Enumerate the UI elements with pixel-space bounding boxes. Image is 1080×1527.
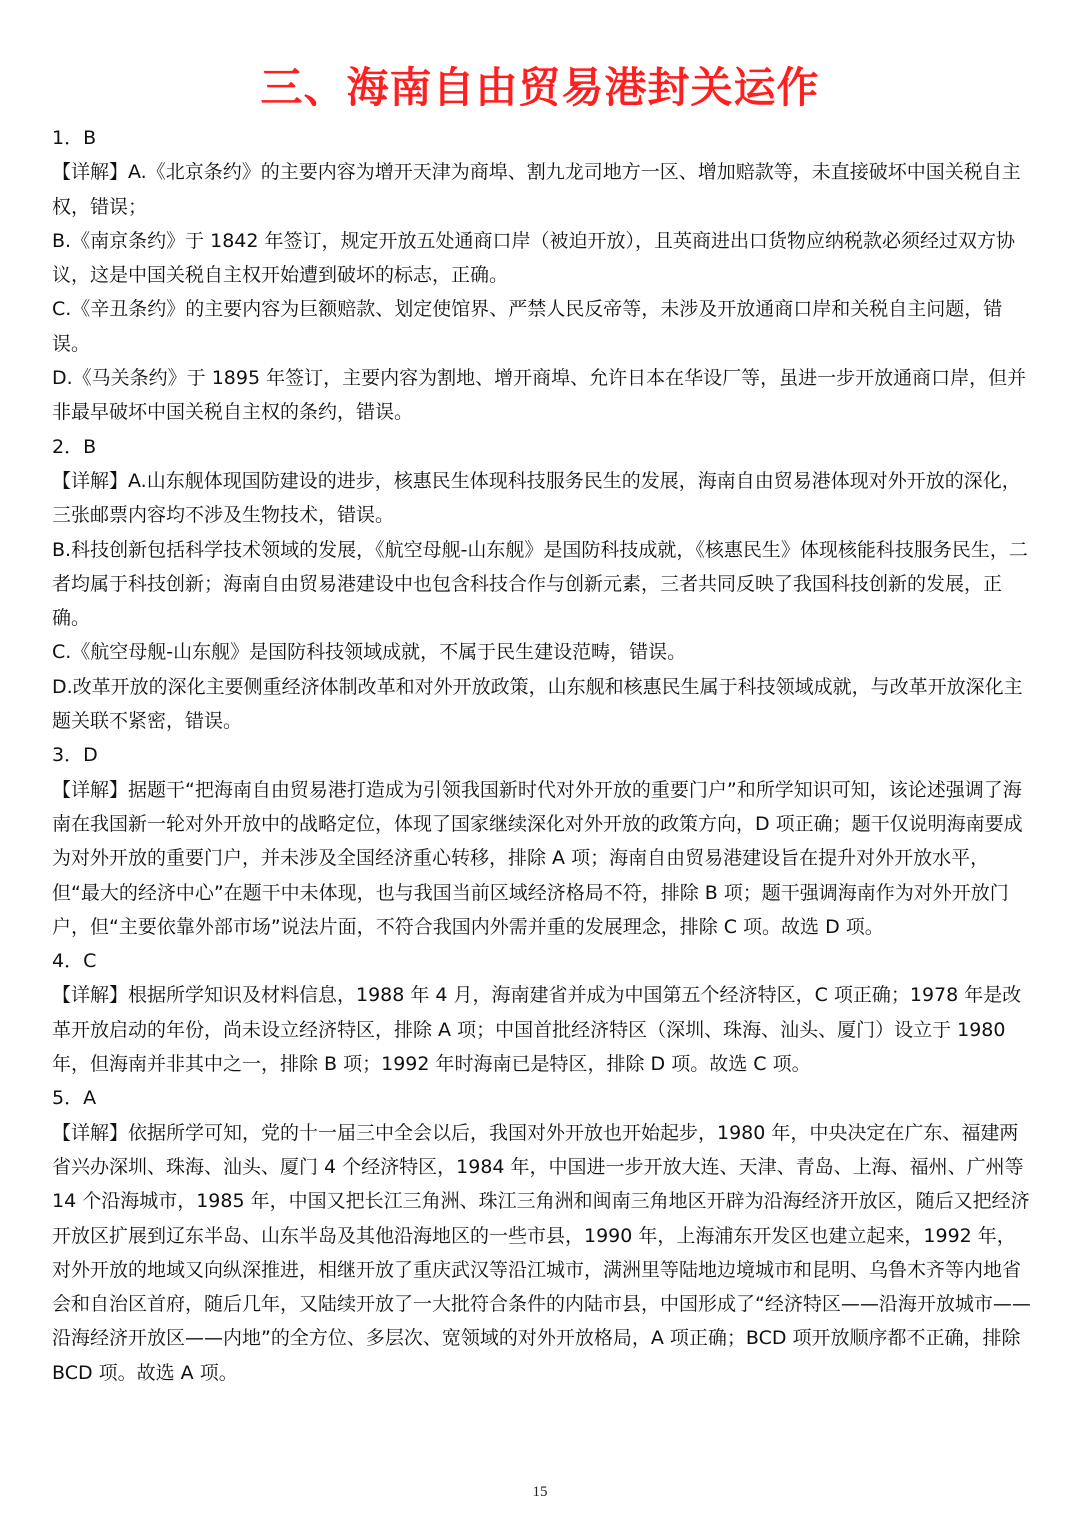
question-number: 3．D xyxy=(52,744,98,767)
page-title: 三、海南自由贸易港封关运作 xyxy=(260,63,820,112)
answer-block xyxy=(52,738,1032,944)
question-number: 5．A xyxy=(52,1087,97,1110)
explanation-paragraph: D.改革开放的深化主要侧重经济体制改革和对外开放政策，山东舰和核惠民生属于科技领域成就，与改革开放深化主题关联不紧密，错误。 xyxy=(52,675,1023,733)
question-number: 1．B xyxy=(52,127,97,149)
answer-block xyxy=(52,121,1032,430)
answer-list xyxy=(52,121,1032,1390)
question-number: 2．B xyxy=(52,435,97,458)
explanation-paragraph: 【详解】A.《北京条约》的主要内容为增开天津为商埠、割九龙司地方一区、增加赔款等，未直接破坏中国关税自主权，错误； xyxy=(52,161,1021,218)
explanation-paragraph: B.科技创新包括科学技术领域的发展，《航空母舰-山东舰》是国防科技成就，《核惠民生》体现核能科技服务民生，二者均属于科技创新；海南自由贸易港建设中也包含科技合作与创新元素，三者共同反映了我国科技创新的发展，正确。 xyxy=(52,538,1028,630)
explanation-paragraph: C.《辛丑条约》的主要内容为巨额赔款、划定使馆界、严禁人民反帝等，未涉及开放通商口岸和关税自主问题，错误。 xyxy=(52,298,1003,355)
explanation-paragraph: 【详解】据题干“把海南自由贸易港打造成为引领我国新时代对外开放的重要门户”和所学知识可知，该论述强调了海南在我国新一轮对外开放中的战略定位，体现了国家继续深化对外开放的政策方向，D 项正确；题干仅说明海南要成为对外开放的重要门户，并未涉及全国经济重心转移，排除 A 项；海南自由贸易港建设旨在提升对外开放水平，但“最大的经济中心”在题干中未体现，也与我国当前区域经济格局不符，排除 B 项；题干强调海南作为对外开放门户，但“主要依靠外部市场”说法片面，不符合我国内外需并重的发展理念，排除 C 项。故选 D 项。 xyxy=(52,778,1023,938)
explanation-paragraph: D.《马关条约》于 1895 年签订，主要内容为割地、增开商埠、允许日本在华设厂等，虽进一步开放通商口岸，但并非最早破坏中国关税自主权的条约，错误。 xyxy=(52,367,1027,424)
explanation-paragraph: C.《航空母舰-山东舰》是国防科技领域成就，不属于民生建设范畴，错误。 xyxy=(52,641,687,664)
answer-block xyxy=(52,1081,1032,1390)
answer-block xyxy=(52,944,1032,1081)
answer-block xyxy=(52,430,1032,739)
page-number: 15 xyxy=(532,1484,548,1500)
explanation-paragraph: 【详解】A.山东舰体现国防建设的进步，核惠民生体现科技服务民生的发展，海南自由贸易港体现对外开放的深化，三张邮票内容均不涉及生物技术，错误。 xyxy=(52,469,1021,527)
question-number: 4．C xyxy=(52,950,97,973)
explanation-paragraph: 【详解】依据所学可知，党的十一届三中全会以后，我国对外开放也开始起步，1980 年，中央决定在广东、福建两省兴办深圳、珠海、汕头、厦门 4 个经济特区，1984 年，中国进一步开放大连、天津、青岛、上海、福州、广州等 14 个沿海城市，1985 年，中国又把长江三角洲、珠江三角洲和闽南三角地区开辟为沿海经济开放区，随后又把经济开放区扩展到辽东半岛、山东半岛及其他沿海地区的一些市县，1990 年，上海浦东开发区也建立起来，1992 年，对外开放的地域又向纵深推进，相继开放了重庆武汉等沿江城市，满洲里等陆地边境城市和昆明、乌鲁木齐等内地省会和自治区首府，随后几年，又陆续开放了一大批符合条件的内陆市县，中国形成了“经济特区——沿海开放城市——沿海经济开放区——内地”的全方位、多层次、宽领域的对外开放格局，A 项正确；BCD 项开放顺序都不正确，排除 BCD 项。故选 A 项。 xyxy=(52,1121,1031,1384)
explanation-paragraph: B.《南京条约》于 1842 年签订，规定开放五处通商口岸（被迫开放），且英商进出口货物应纳税款必须经过双方协议，这是中国关税自主权开始遭到破坏的标志，正确。 xyxy=(52,229,1016,287)
explanation-paragraph: 【详解】根据所学知识及材料信息，1988 年 4 月，海南建省并成为中国第五个经济特区，C 项正确；1978 年是改革开放启动的年份，尚未设立经济特区，排除 A 项；中国首批经济特区（深圳、珠海、汕头、厦门）设立于 1980 年，但海南并非其中之一，排除 B 项；1992 年时海南已是特区，排除 D 项。故选 C 项。 xyxy=(52,984,1022,1076)
